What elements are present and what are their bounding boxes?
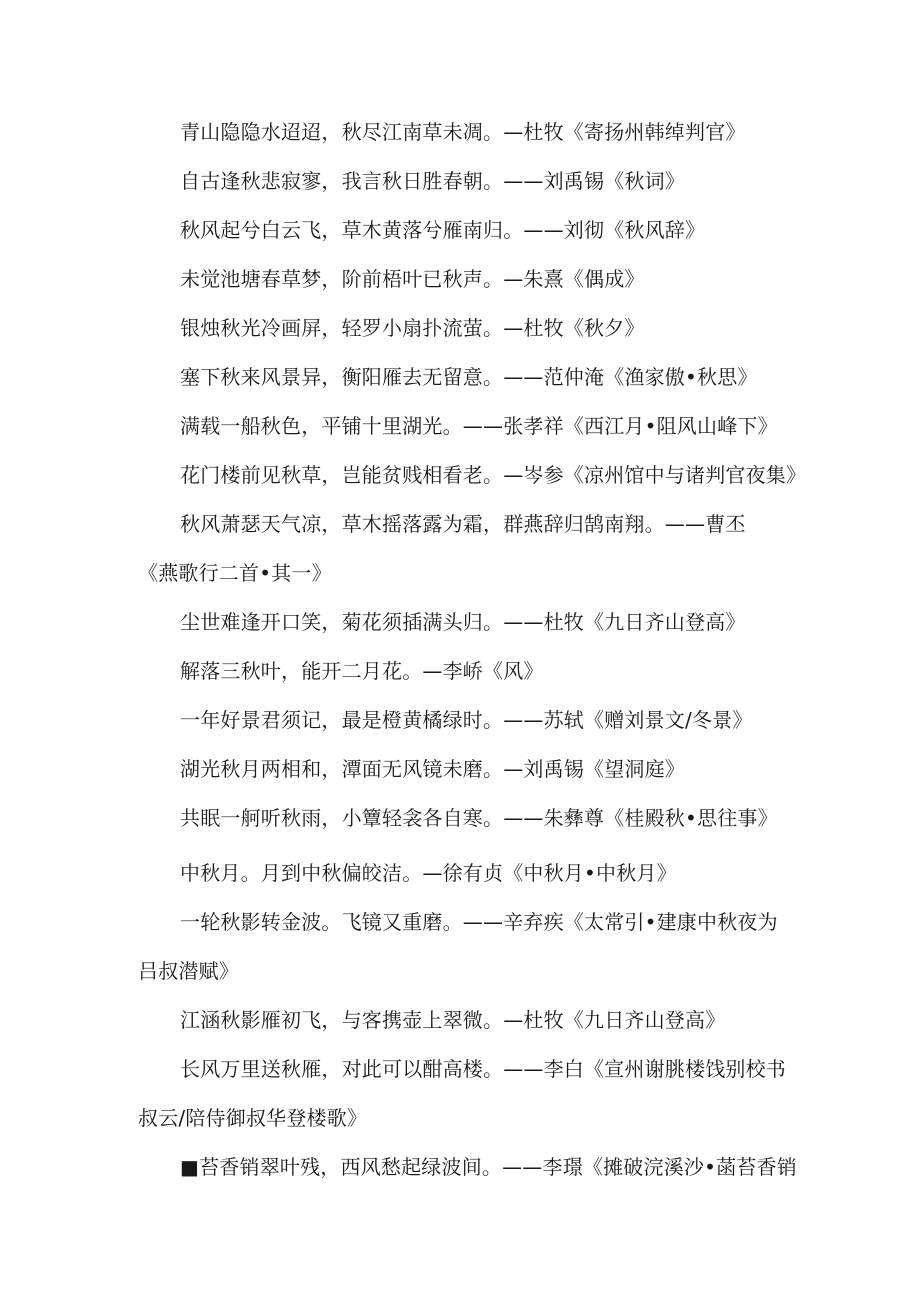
poem-line: 湖光秋月两相和，潭面无风镜未磨。—刘禹锡《望洞庭》: [180, 757, 685, 781]
poem-line: 一年好景君须记，最是橙黄橘绿时。——苏轼《赠刘景文/冬景》: [180, 708, 753, 732]
poem-line: 满载一船秋色，平铺十里湖光。——张孝祥《西江月•阻风山峰下》: [180, 414, 778, 438]
poem-line: 银烛秋光冷画屏，轻罗小扇扑流萤。—杜牧《秋夕》: [180, 316, 645, 340]
poem-line-continuation: 《燕歌行二首•其一》: [138, 561, 332, 585]
poem-line: 自古逢秋悲寂寥，我言秋日胜春朝。——刘禹锡《秋词》: [180, 169, 685, 193]
poem-line: ■苔香销翠叶残，西风愁起绿波间。——李璟《摊破浣溪沙•菡苔香销: [180, 1155, 797, 1179]
poem-line: 江涵秋影雁初飞，与客携壶上翠微。—杜牧《九日齐山登高》: [180, 1008, 726, 1032]
poem-line: 秋风萧瑟天气凉，草木摇落露为霜，群燕辞归鹄南翔。——曹丕: [180, 512, 746, 536]
poem-line-continuation: 叔云/陪侍御叔华登楼歌》: [138, 1106, 368, 1130]
poem-line: 青山隐隐水迢迢，秋尽江南草未凋。—杜牧《寄扬州韩绰判官》: [180, 120, 746, 144]
poem-line: 未觉池塘春草梦，阶前梧叶已秋声。—朱熹《偶成》: [180, 267, 645, 291]
poem-line: 尘世难逢开口笑，菊花须插满头归。——杜牧《九日齐山登高》: [180, 610, 746, 634]
poem-line: 花门楼前见秋草，岂能贫贱相看老。—岑参《凉州馆中与诸判官夜集》: [180, 463, 807, 487]
poem-line: 中秋月。月到中秋偏皎洁。—徐有贞《中秋月•中秋月》: [180, 861, 677, 885]
poem-line-continuation: 吕叔潜赋》: [138, 959, 239, 983]
poem-line: 一轮秋影转金波。飞镜又重磨。——辛弃疾《太常引•建康中秋夜为: [180, 910, 778, 934]
poem-line: 解落三秋叶，能开二月花。—李峤《风》: [180, 659, 544, 683]
poem-line: 塞下秋来风景异，衡阳雁去无留意。——范仲淹《渔家傲•秋思》: [180, 365, 758, 389]
poem-line: 秋风起兮白云飞，草木黄落兮雁南归。——刘彻《秋风辞》: [180, 218, 706, 242]
poem-line: 长风万里送秋雁，对此可以酣高楼。——李白《宣州谢朓楼饯别校书: [180, 1057, 786, 1081]
poem-line: 共眠一舸听秋雨，小簟轻衾各自寒。——朱彝尊《桂殿秋•思往事》: [180, 806, 778, 830]
